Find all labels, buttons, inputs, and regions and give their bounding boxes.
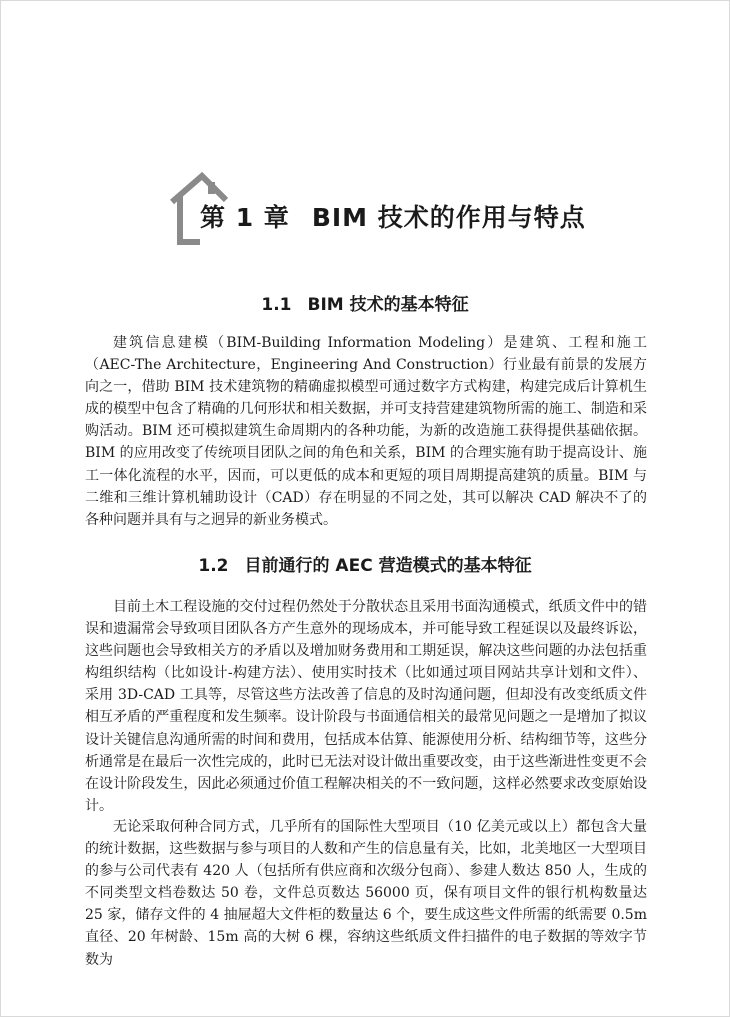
paragraph: 建筑信息建模（BIM-Building Information Modeling）是建筑、工程和施工（AEC-The Architecture，Engineering And Construction）行业最有前景的发展方向之一，借助 BIM 技术建筑物的精确虚拟模型可通过数字方式构建，构建完成后计算机生成的模型中包含了精确的几何形状和相关数据，并可支持营建建筑物所需的施工、制造和采购活动。BIM 还可模拟建筑生命周期内的各种功能，为新的改造施工获得提供基础依据。BIM 的应用改变了传统项目团队之间的角色和关系，BIM 的合理实施有助于提高设计、施工一体化流程的水平，因而，可以更低的成本和更短的项目周期提高建筑的质量。BIM 与二维和三维计算机辅助设计（CAD）存在明显的不同之处，其可以解决 CAD 解决不了的各种问题并具有与之迥异的新业务模式。 <box>85 335 647 528</box>
paragraph: 目前土木工程设施的交付过程仍然处于分散状态且采用书面沟通模式，纸质文件中的错误和遗漏常会导致项目团队各方产生意外的现场成本，并可能导致工程延误以及最终诉讼，这些问题也会导致相关方的矛盾以及增加财务费用和工期延误，解决这些问题的办法包括重构组织结构（比如设计-构建方法）、使用实时技术（比如通过项目网站共享计划和文件）、采用 3D-CAD 工具等，尽管这些方法改善了信息的及时沟通问题，但却没有改变纸质文件相互矛盾的严重程度和发生频率。设计阶段与书面通信相关的最常见问题之一是增加了拟议设计关键信息沟通所需的时间和费用，包括成本估算、能源使用分析、结构细节等，这些分析通常是在最后一次性完成的，此时已无法对设计做出重要改变，由于这些渐进性变更不会在设计阶段发生，因此必须通过价值工程解决相关的不一致问题，这样必然要求改变原始设计。 <box>85 599 647 814</box>
section-number: 1.1 <box>261 295 292 315</box>
chapter-title <box>200 198 586 234</box>
section-title: 目前通行的 AEC 营造模式的基本特征 <box>244 556 532 576</box>
section-heading-1-1 <box>0 290 730 315</box>
section-number: 1.2 <box>198 556 229 576</box>
paragraph: 无论采取何种合同方式，几乎所有的国际性大型项目（10 亿美元或以上）都包含大量的统计数据，这些数据与参与项目的人数和产生的信息量有关，比如，北美地区一大型项目的参与公司代表有 420 人（包括所有供应商和次级分包商）、参建人数达 850 人，生成的不同类型文档卷数达 50 卷，文件总页数达 56000 页，保有项目文件的银行机构数量达 25 家，储存文件的 4 抽屉超大文件柜的数量达 6 个，要生成这些文件所需的纸需要 0.5m 直径、20 年树龄、15m 高的大树 6 棵，容纳这些纸质文件扫描件的电子数据的等效字节数为 <box>85 819 647 968</box>
section-heading-1-2 <box>0 551 730 576</box>
section-title: BIM 技术的基本特征 <box>307 295 469 315</box>
chapter-title-text: BIM 技术的作用与特点 <box>311 203 586 232</box>
chapter-number: 第 1 章 <box>200 203 290 232</box>
chapter-header <box>160 170 600 255</box>
